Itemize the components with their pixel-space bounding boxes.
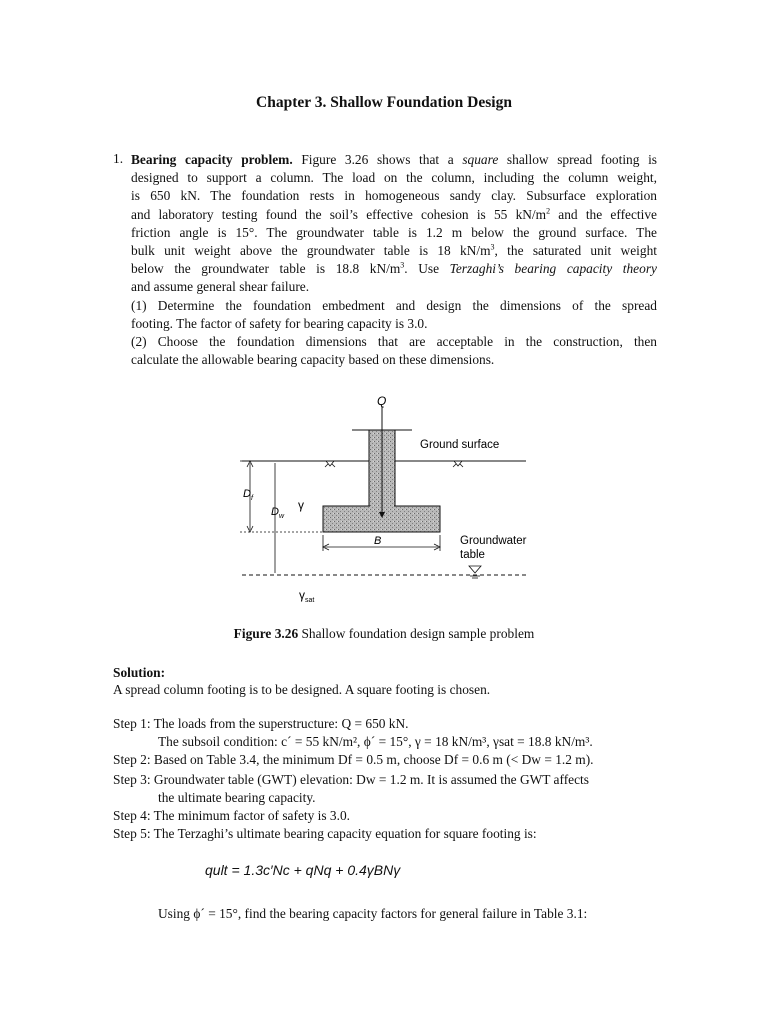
df-label: $D_f$ bbox=[243, 488, 253, 502]
problem-line-3: is 650 kN. The foundation rests in homogeneous sandy clay. Subsurface exploration bbox=[131, 188, 657, 204]
problem-line-4: and laboratory testing found the soil’s effective cohesion is 55 $kN/m^2$ and the effective bbox=[131, 206, 657, 222]
bearing-capacity-equation: qult = 1.3c′Nc + qNq + 0.4γBNγ bbox=[205, 862, 401, 878]
step-3b: the ultimate bearing capacity. bbox=[158, 790, 316, 805]
width-label: B bbox=[374, 535, 382, 547]
step-1: Step 1: The loads from the superstructure: Q = 650 kN. bbox=[113, 716, 409, 731]
footing-diagram bbox=[230, 385, 540, 615]
gamma-sat-label: $\gamma_{sat}$ bbox=[299, 588, 315, 604]
closing-line: Using ϕ´ = 15°, find the bearing capacity factors for general failure in Table 3.1: bbox=[158, 906, 588, 921]
step-1b: The subsoil condition: c´ = 55 kN/m², ϕ´ = 15°, γ = 18 kN/m³, γsat = 18.8 kN/m³. bbox=[158, 734, 593, 749]
water-table-icon bbox=[469, 566, 481, 578]
problem-line-2: designed to support a column. The load on the column, including the column weight, bbox=[131, 170, 657, 186]
problem-line-9: (1) Determine the foundation embedment and design the dimensions of the spread bbox=[131, 297, 657, 313]
problem-line-10: footing. The factor of safety for bearing capacity is 3.0. bbox=[131, 315, 428, 331]
step-3: Step 3: Groundwater table (GWT) elevation: Dw = 1.2 m. It is assumed the GWT affects bbox=[113, 772, 589, 787]
ground-surface-label: Ground surface bbox=[420, 439, 500, 451]
groundwater-label: Groundwater bbox=[460, 535, 527, 547]
gamma-label: γ bbox=[298, 498, 304, 512]
problem-line-12: calculate the allowable bearing capacity based on these dimensions. bbox=[131, 352, 495, 368]
problem-line-8: and assume general shear failure. bbox=[131, 279, 310, 295]
groundwater-label-2: table bbox=[460, 549, 485, 561]
problem-line-5: friction angle is 15°. The groundwater table is 1.2 m below the ground surface. The bbox=[131, 224, 657, 240]
step-5: Step 5: The Terzaghi’s ultimate bearing capacity equation for square footing is: bbox=[113, 826, 537, 841]
figure-caption: Figure 3.26 Shallow foundation design sample problem bbox=[233, 626, 535, 641]
problem-line-1: Bearing capacity problem. Figure 3.26 shows that a square shallow spread footing is bbox=[131, 152, 657, 167]
problem-line-6: bulk unit weight above the groundwater table is 18 $kN/m^3$, the saturated unit weight bbox=[131, 242, 657, 259]
problem-heading: Bearing capacity problem. bbox=[131, 152, 293, 167]
solution-heading: Solution: bbox=[113, 665, 166, 680]
load-label: Q bbox=[377, 394, 387, 408]
solution-intro: A spread column footing is to be designed. A square footing is chosen. bbox=[113, 682, 491, 697]
step-4: Step 4: The minimum factor of safety is 3.0. bbox=[113, 808, 351, 823]
chapter-title: Chapter 3. Shallow Foundation Design bbox=[256, 94, 512, 111]
step-2: Step 2: Based on Table 3.4, the minimum Df = 0.5 m, choose Df = 0.6 m (< Dw = 1.2 m). bbox=[113, 752, 594, 767]
problem-statement bbox=[131, 151, 657, 369]
problem-line-7: below the groundwater table is 18.8 $kN/m^3$. Use Terzaghi’s bearing capacity theory bbox=[131, 260, 657, 277]
dw-label: $D_w$ bbox=[271, 506, 285, 520]
problem-number: 1. bbox=[113, 151, 124, 166]
problem-line-11: (2) Choose the foundation dimensions that are acceptable in the construction, then bbox=[131, 334, 657, 350]
